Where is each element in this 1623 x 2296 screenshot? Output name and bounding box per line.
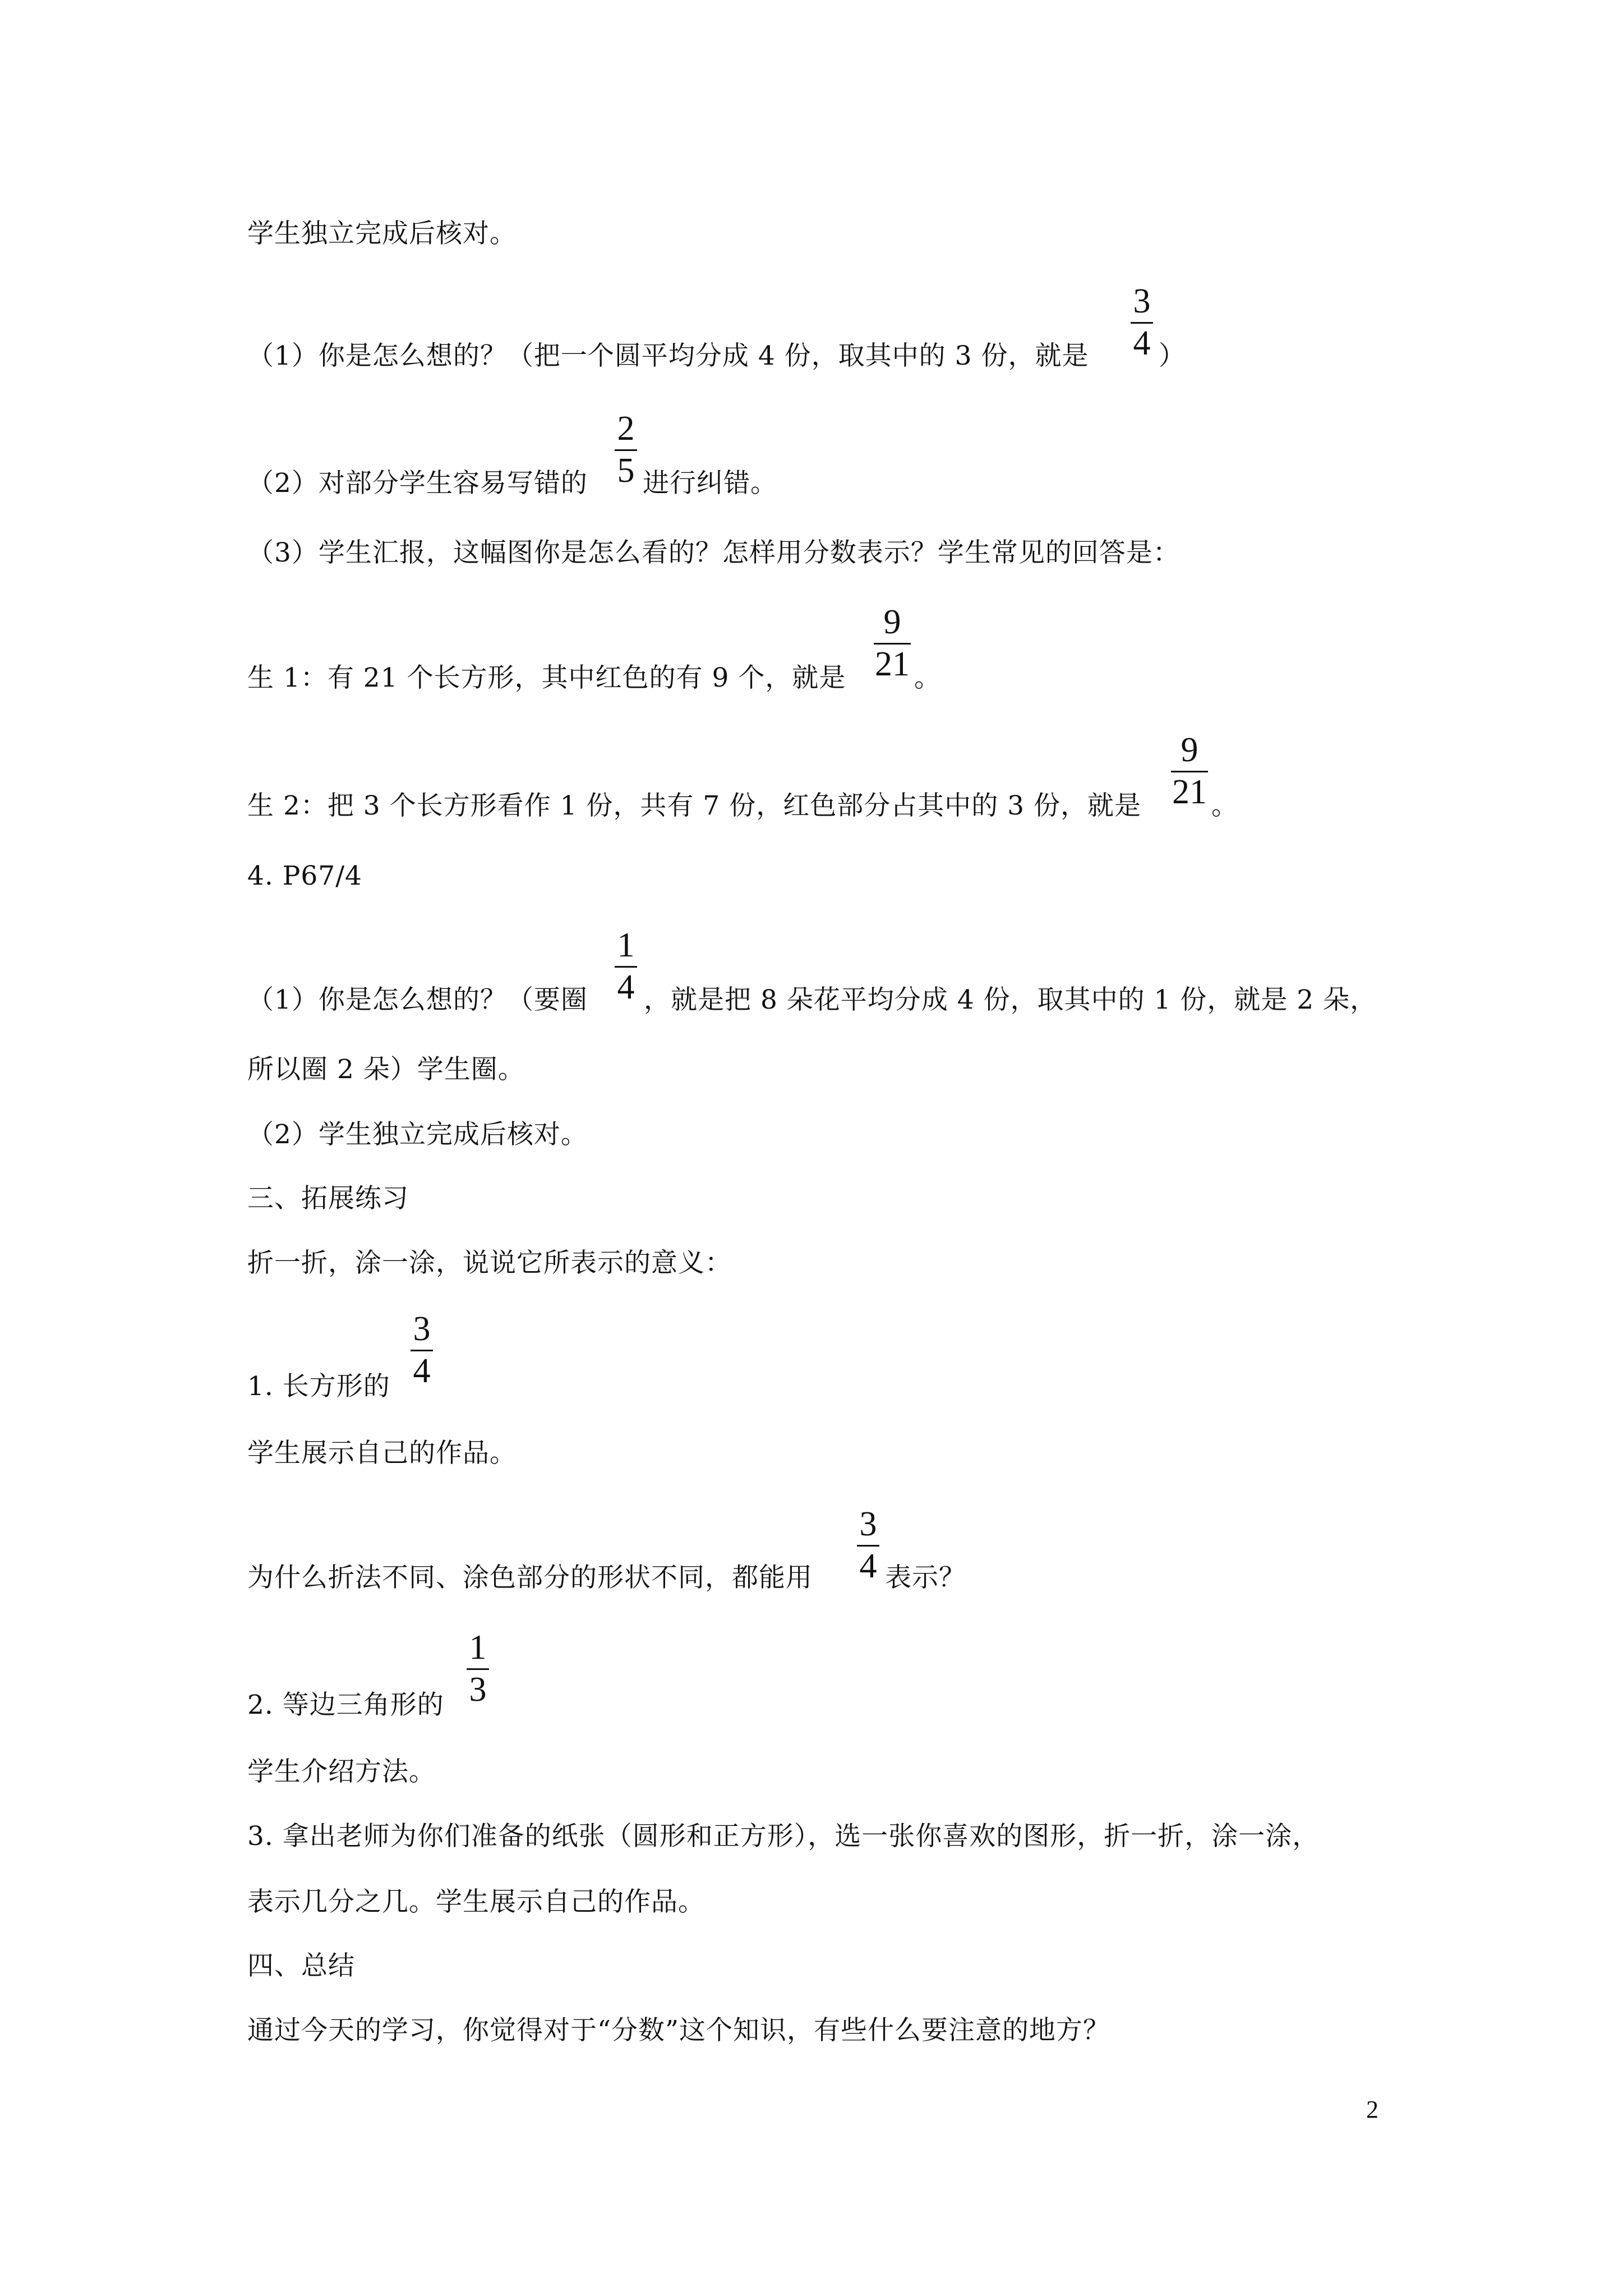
paragraph: 1. 长方形的 (247, 1371, 390, 1402)
fraction-numerator: 3 (1133, 282, 1151, 320)
paragraph: 通过今天的学习，你觉得对于“分数”这个知识，有些什么要注意的地方？ (247, 2015, 1110, 2046)
fraction-denominator: 3 (469, 1671, 487, 1709)
paragraph: 。 (914, 662, 941, 693)
fraction-bar (411, 1350, 433, 1351)
paragraph: 所以圈 2 朵）学生圈。 (247, 1054, 525, 1085)
fraction-numerator: 1 (617, 926, 635, 964)
paragraph: 学生展示自己的作品。 (247, 1438, 517, 1469)
fraction-denominator: 4 (413, 1352, 431, 1390)
fraction-bar (857, 1545, 879, 1547)
fraction (411, 1312, 433, 1388)
fraction (1171, 733, 1208, 809)
fraction-numerator: 3 (859, 1505, 877, 1543)
paragraph: 生 2：把 3 个长方形看作 1 份，共有 7 份，红色部分占其中的 3 份，就是 (247, 790, 1141, 821)
paragraph: （1）你是怎么想的？（把一个圆平均分成 4 份，取其中的 3 份，就是 (247, 341, 1089, 371)
paragraph: 学生独立完成后核对。 (247, 218, 517, 249)
fraction-denominator: 21 (875, 645, 910, 683)
fraction (615, 928, 637, 1005)
fraction-numerator: 1 (469, 1628, 487, 1667)
fraction (857, 1507, 879, 1584)
fraction-numerator: 3 (413, 1310, 431, 1348)
paragraph: ） (1159, 341, 1186, 371)
page-number: 2 (1366, 2096, 1378, 2123)
fraction-bar (615, 966, 637, 968)
paragraph: （1）你是怎么想的？（要圈 (247, 984, 588, 1015)
paragraph: （2）对部分学生容易写错的 (247, 468, 588, 499)
paragraph: 生 1：有 21 个长方形，其中红色的有 9 个，就是 (247, 662, 846, 693)
paragraph: 4. P67/4 (247, 861, 362, 891)
fraction (467, 1630, 489, 1707)
fraction (874, 605, 911, 682)
fraction-denominator: 5 (617, 452, 635, 490)
fraction-denominator: 21 (1172, 773, 1207, 811)
paragraph: 进行纠错。 (643, 468, 777, 499)
section-heading: 三、拓展练习 (247, 1183, 409, 1214)
fraction-numerator: 2 (617, 409, 635, 448)
fraction (1131, 284, 1153, 361)
paragraph: 学生介绍方法。 (247, 1756, 436, 1787)
paragraph: 2. 等边三角形的 (247, 1690, 444, 1720)
paragraph: 为什么折法不同、涂色部分的形状不同，都能用 (247, 1562, 813, 1593)
section-heading: 四、总结 (247, 1950, 355, 1981)
paragraph: 折一折，涂一涂，说说它所表示的意义： (247, 1248, 732, 1278)
paragraph: （2）学生独立完成后核对。 (247, 1119, 588, 1150)
fraction-denominator: 4 (1133, 324, 1151, 362)
fraction-numerator: 9 (883, 603, 901, 641)
paragraph: 表示？ (885, 1562, 966, 1593)
paragraph: ，就是把 8 朵花平均分成 4 份，取其中的 1 份，就是 2 朵， (644, 984, 1377, 1015)
fraction (615, 411, 637, 488)
fraction-bar (467, 1668, 489, 1670)
fraction-denominator: 4 (859, 1547, 877, 1585)
paragraph: （3）学生汇报，这幅图你是怎么看的？怎样用分数表示？学生常见的回答是： (247, 537, 1180, 568)
fraction-numerator: 9 (1181, 731, 1198, 769)
fraction-bar (1171, 771, 1208, 772)
paragraph: 。 (1211, 790, 1238, 821)
fraction-bar (615, 449, 637, 451)
paragraph: 3. 拿出老师为你们准备的纸张（圆形和正方形），选一张你喜欢的图形，折一折，涂一涂， (247, 1821, 1320, 1852)
fraction-bar (1131, 322, 1153, 324)
fraction-denominator: 4 (617, 968, 635, 1006)
fraction-bar (874, 643, 911, 645)
paragraph: 表示几分之几。学生展示自己的作品。 (247, 1887, 705, 1917)
